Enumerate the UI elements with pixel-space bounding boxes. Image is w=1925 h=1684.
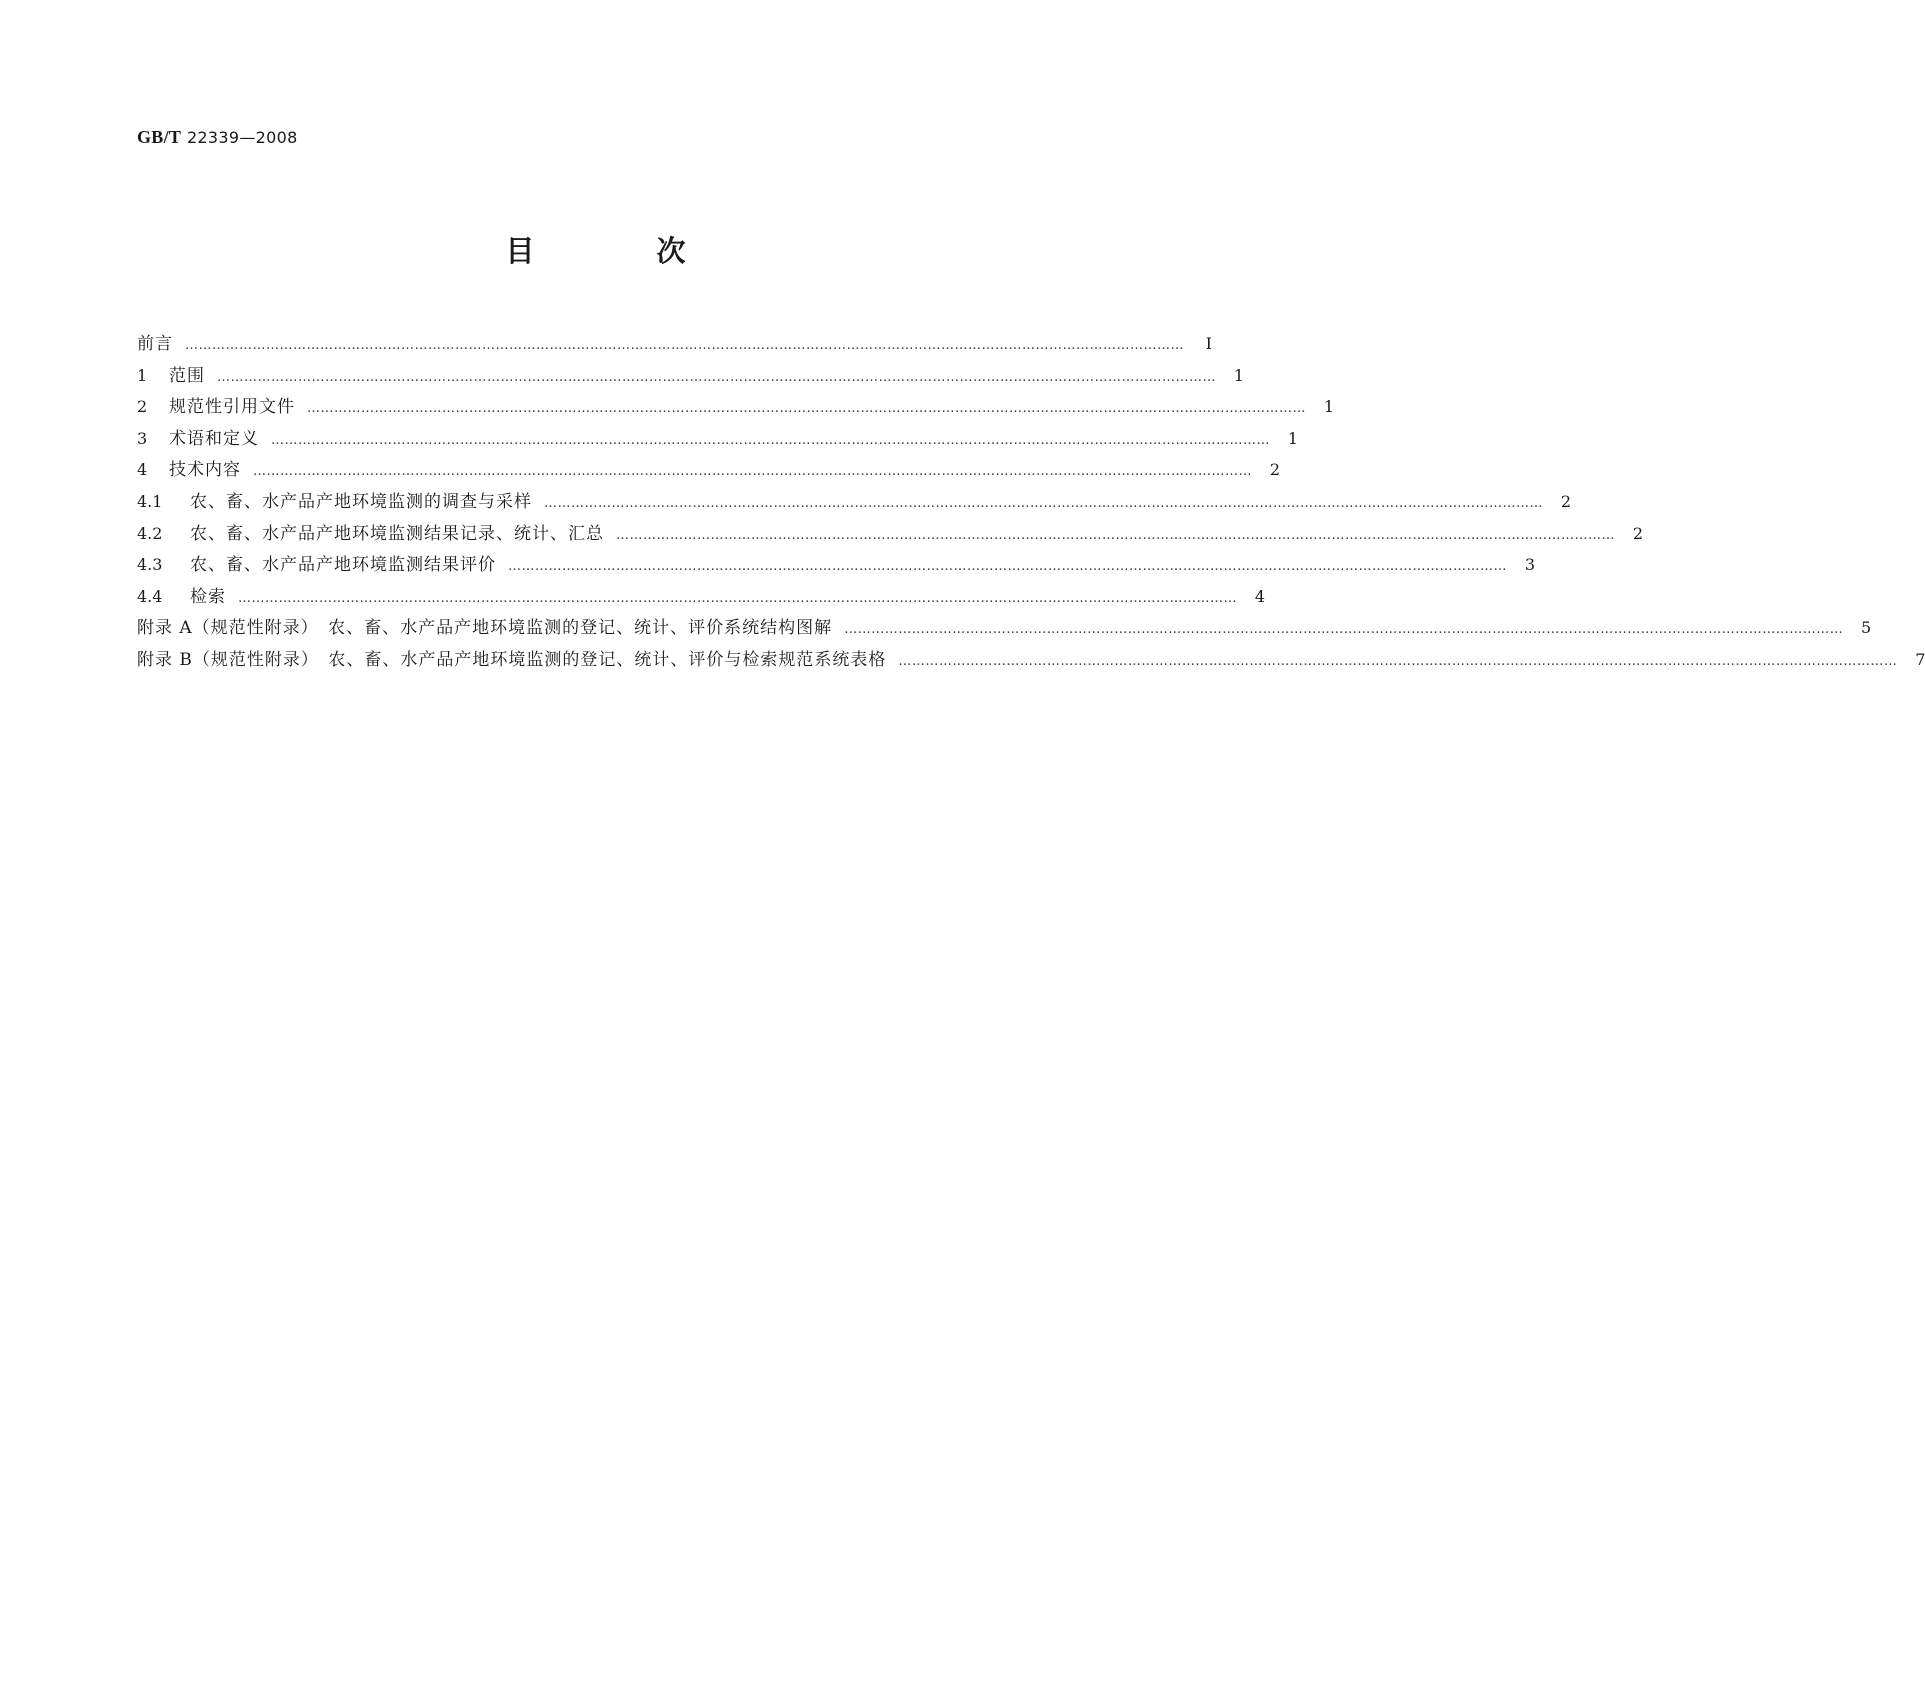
toc-entry-3[interactable] — [137, 423, 1298, 455]
toc-entry-page: 5 — [1861, 618, 1872, 638]
standard-number — [137, 127, 298, 148]
toc-entry-title: 范围 — [169, 365, 205, 386]
dot-leader: …………………………………………………………………………………………………………………………………………………………………………………………………… — [217, 369, 1216, 385]
toc-entry-title: 前言 — [137, 334, 173, 354]
toc-entry-4-1[interactable] — [137, 486, 1571, 518]
dot-leader: …………………………………………………………………………………………………………………………………………………………………………………………………… — [253, 464, 1252, 480]
dot-leader: …………………………………………………………………………………………………………………………………………………………………………………………………… — [544, 495, 1543, 511]
toc-entry-page: I — [1205, 334, 1212, 353]
toc-entry-number: 3 — [137, 428, 148, 448]
toc-entry-page: 2 — [1632, 523, 1643, 543]
toc-entry-4-2[interactable] — [137, 518, 1643, 550]
toc-entry-title: 农、畜、水产品产地环境监测的调查与采样 — [190, 491, 532, 512]
toc-entry-4[interactable] — [137, 454, 1280, 486]
toc-entry-2[interactable] — [137, 391, 1334, 423]
toc-entry-page: 1 — [1233, 365, 1244, 385]
dot-leader: …………………………………………………………………………………………………………………………………………………………………………………………………… — [508, 559, 1507, 575]
toc-entry-annex-a[interactable] — [137, 612, 1872, 644]
toc-entry-number: 4 — [137, 460, 148, 480]
toc-entry-page: 7 — [1915, 649, 1925, 669]
toc-entry-number: 4.2 — [137, 523, 163, 543]
toc-entry-title: 附录 A（规范性附录） 农、畜、水产品产地环境监测的登记、统计、评价系统结构图解 — [137, 618, 833, 639]
dot-leader: …………………………………………………………………………………………………………………………………………………………………………………………………… — [844, 622, 1844, 638]
dot-leader: …………………………………………………………………………………………………………………………………………………………………………………………………… — [307, 401, 1306, 417]
toc-entry-page: 2 — [1560, 491, 1571, 511]
toc-entry-4-4[interactable] — [137, 581, 1265, 613]
toc-entry-title: 农、畜、水产品产地环境监测结果记录、统计、汇总 — [190, 523, 604, 544]
toc-entry-title: 规范性引用文件 — [169, 397, 295, 418]
toc-entry-page: 1 — [1287, 428, 1298, 448]
toc-entry-title: 附录 B（规范性附录） 农、畜、水产品产地环境监测的登记、统计、评价与检索规范系统表格 — [137, 649, 887, 670]
toc-entry-annex-b[interactable] — [137, 644, 1925, 676]
dot-leader: …………………………………………………………………………………………………………………………………………………………………………………………………… — [898, 653, 1898, 669]
standard-prefix: GB/T — [137, 127, 182, 147]
standard-code: 22339—2008 — [186, 128, 298, 147]
toc-entry-title: 检索 — [190, 586, 226, 607]
toc-title: 目 次 — [505, 234, 742, 268]
toc-entry-page: 4 — [1254, 586, 1265, 606]
toc-entry-number: 4.1 — [137, 491, 163, 511]
toc-entry-number: 1 — [137, 365, 148, 385]
dot-leader: …………………………………………………………………………………………………………………………………………………………………………………………………… — [271, 432, 1270, 448]
toc-entry-4-3[interactable] — [137, 549, 1535, 581]
toc-entry-number: 2 — [137, 397, 148, 417]
toc-entry-page: 2 — [1269, 460, 1280, 480]
dot-leader: …………………………………………………………………………………………………………………………………………………………………………………………………… — [238, 590, 1237, 606]
toc-entry-foreword[interactable] — [137, 328, 1212, 360]
toc-entry-number: 4.4 — [137, 586, 163, 606]
toc-entry-page: 1 — [1323, 397, 1334, 417]
dot-leader: …………………………………………………………………………………………………………………………………………………………………………………………………… — [616, 527, 1615, 543]
toc-entry-title: 农、畜、水产品产地环境监测结果评价 — [190, 555, 496, 576]
toc-entry-number: 4.3 — [137, 555, 163, 575]
toc-entry-1[interactable] — [137, 360, 1244, 392]
toc-entry-title: 技术内容 — [169, 460, 241, 481]
toc-entry-title: 术语和定义 — [169, 428, 259, 449]
dot-leader: …………………………………………………………………………………………………………………………………………………………………………………………………… — [185, 338, 1184, 353]
toc-entry-page: 3 — [1524, 555, 1535, 575]
table-of-contents — [137, 328, 1925, 676]
